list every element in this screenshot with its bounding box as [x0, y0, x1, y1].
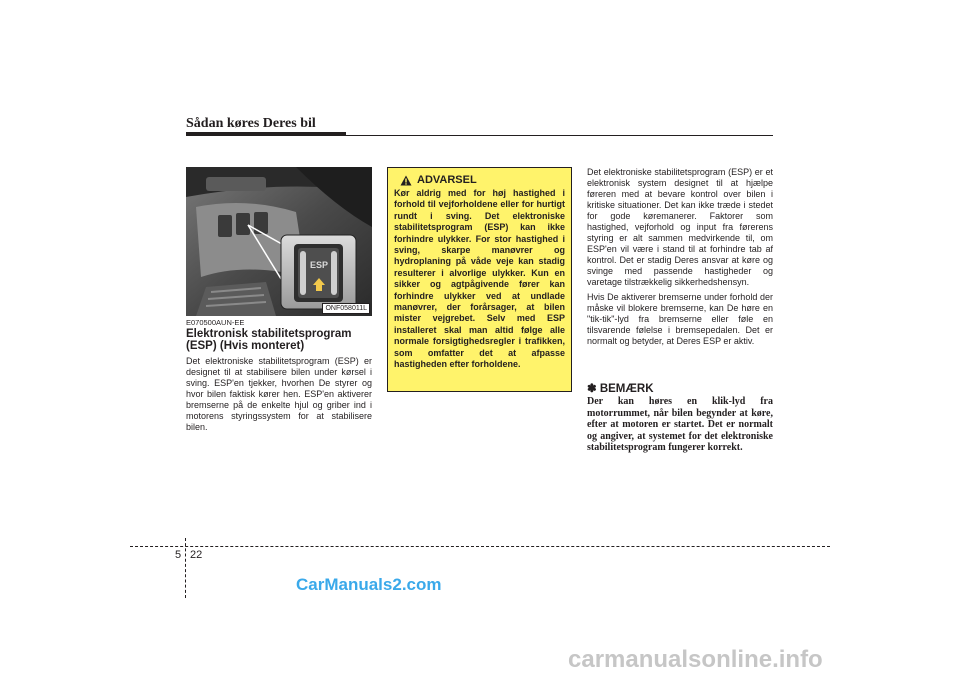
footer-divider [185, 538, 186, 598]
esp-button-label: ESP [309, 260, 329, 270]
page-number: 22 [190, 549, 203, 561]
right-paragraph-2: Hvis De aktiverer bremserne under forhold der måske vil blokere bremserne, kan De høre en "tik-tik"-lyd fra bremserne eller føle en tilsvarende følelse i bremsepedalen. Det er normalt og betyder, at Deres ESP er aktiv. [587, 292, 773, 346]
warning-text: Kør aldrig med for høj hastighed i forhold til vejforholdene eller for hurtigt rundt i sving. Det elektroniske stabilitetsprogram (ESP) kan ikke forhindre ulykker. For stor hastighed i sving, skarpe manøvrer og hydroplaning på våde veje kan stadig resulterer i alvorlige ulykker. Kun en sikker og agtpågivende fører kan forhindre ulykker ved at undlade manøvrer, der forårsager, at bilen mister vejgrebet. Selv med ESP installeret skal man altid følge alle normale forsigtighedsregler i trafikken, som omfatter det at afpasse hastigheden efter forholdene. [394, 188, 565, 370]
note-heading: ✽ BEMÆRK [587, 383, 654, 395]
warning-box [387, 167, 572, 392]
watermark-bottom[interactable]: carmanualsonline.info [568, 646, 823, 673]
note-text: Der kan høres en klik-lyd fra motorrummet, når bilen begynder at køre, efter at motoren er startet. Det er normalt og angiver, at systemet for det elektroniske stabilitetsprogram fungerer korrekt. [587, 396, 773, 454]
warning-title: ADVARSEL [417, 174, 477, 186]
footer-rule [130, 546, 830, 547]
header-rule [186, 135, 773, 136]
right-paragraph-1: Det elektroniske stabilitetsprogram (ESP) er et elektronisk system designet til at hjælpe føreren med at bevare kontrol over bilen i kritiske situationer. Det kan ikke træde i stedet for gode køremanerer. Faktorer som hastighed, vejforhold og input fra førerens styring er alt sammen medvirkende til, om ESP'en vil være i stand til at forhindre tab af kontrol. Det er stadig Deres ansvar at køre og svinge med passende hastigheder og varetage tilstrækkelig sikkerhedshensyn. [587, 167, 773, 287]
dashboard-illustration [186, 167, 372, 316]
section-body: Det elektroniske stabilitetsprogram (ESP) er designet til at stabilisere bilen under kørsel i sving. ESP'en tjekker, hvorhen De styrer og hvor bilen faktisk kører hen. ESP'en aktiverer bremserne på de enkelte hjul og griber ind i motorens styringssystem for at stabilisere bilen. [186, 356, 372, 432]
right-column [587, 167, 773, 351]
chapter-number: 5 [175, 549, 182, 561]
figure-code: ONF058011L [322, 303, 370, 314]
esp-switch-photo [186, 167, 372, 316]
header-title: Sådan køres Deres bil [186, 116, 316, 131]
watermark-top[interactable]: CarManuals2.com [296, 575, 442, 594]
warning-triangle-icon [400, 175, 412, 186]
section-code: E070500AUN-EE [186, 318, 245, 327]
section-title: Elektronisk stabilitetsprogram (ESP) (Hvis monteret) [186, 328, 352, 352]
